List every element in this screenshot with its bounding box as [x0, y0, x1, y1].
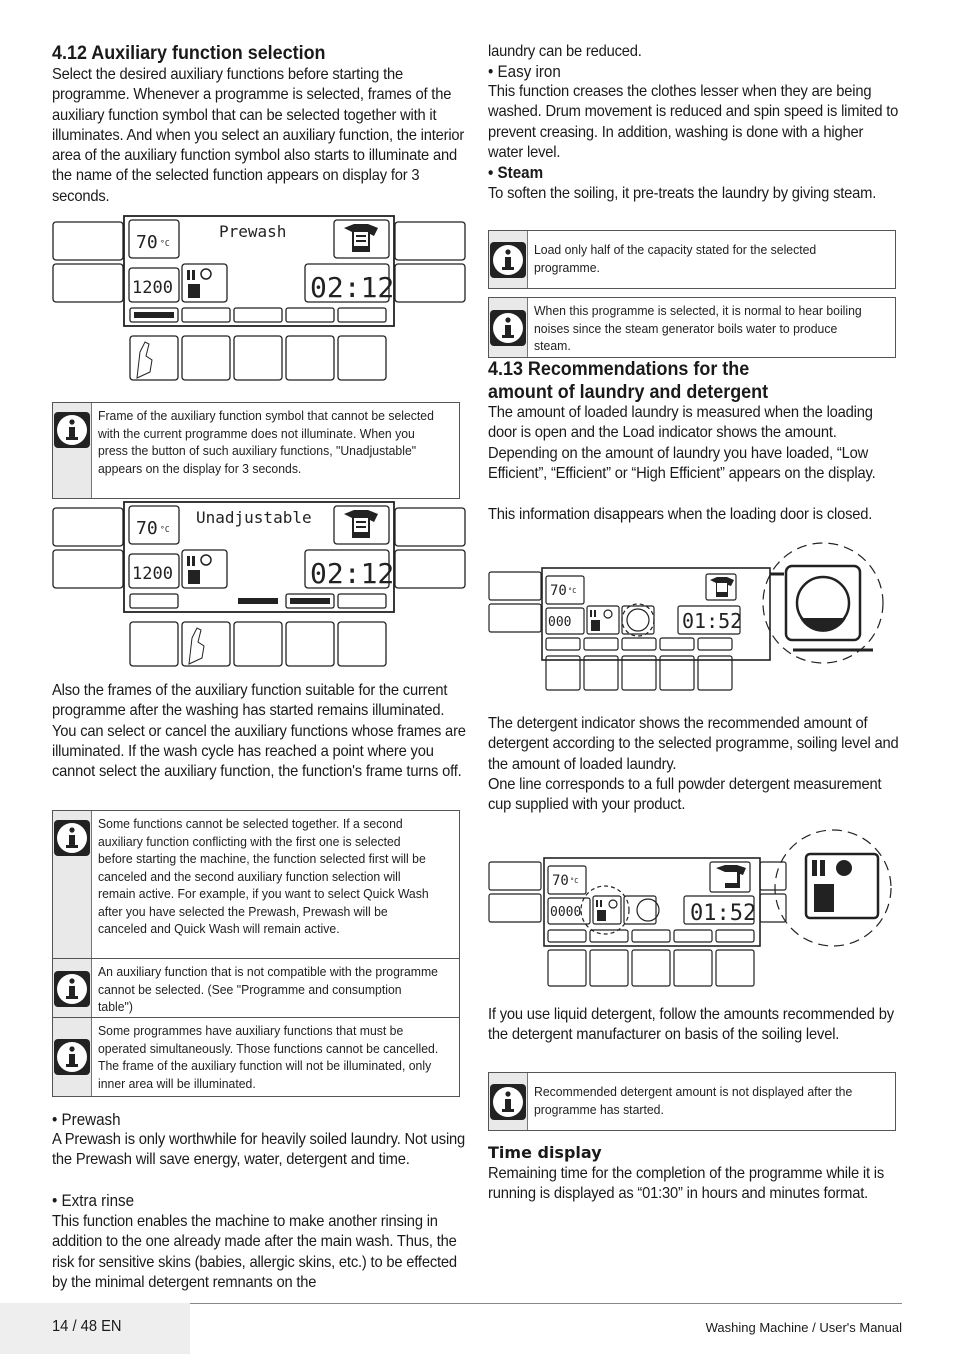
info-note-boiling-noises — [488, 297, 896, 358]
control-panel-diagram-unadjustable — [52, 500, 466, 670]
load-paragraph: The amount of loaded laundry is measured when the loading door is open and the Load indicator shows the amount. Depending on the amount of laundry you have loaded, “Low Efficient”, “Efficient” or “High Efficient” appears on the display. — [488, 404, 876, 482]
section-heading-4-13-line2: amount of laundry and detergent — [488, 381, 769, 403]
footer-divider — [190, 1303, 902, 1304]
shirt-icon — [344, 510, 378, 538]
display-time: 01:52 — [690, 901, 757, 926]
prewash-text: A Prewash is only worthwhile for heavily soiled laundry. Not using the Prewash will save energy, water, detergent and time. — [52, 1131, 466, 1169]
extra-rinse-text: This function enables the machine to make another rinsing in addition to the one already made after the main wash. Thus, the risk for sensitive skins (babies, allergic skins, etc.) to be effected by the minimal detergent remnants on the — [52, 1213, 457, 1291]
info-icon-container — [489, 298, 528, 357]
control-panel-diagram-detergent-indicator — [488, 828, 902, 993]
time-display-text: Remaining time for the completion of the programme while it is running is displayed as “01:30” in hours and minutes format. — [488, 1165, 885, 1203]
info-icon-container — [489, 1073, 528, 1130]
info-note-conflicting-functions — [52, 810, 460, 960]
note-text: Recommended detergent amount is not displayed after the programme has started. — [534, 1084, 853, 1117]
pointing-hand-icon — [137, 342, 152, 378]
info-note-not-compatible — [52, 958, 460, 1019]
display-temp-unit: °C — [570, 877, 579, 885]
display-message: Unadjustable — [196, 508, 312, 527]
display-time: 02:12 — [310, 557, 395, 590]
steam-text: To soften the soiling, it pre-treats the laundry by giving steam. — [488, 185, 877, 202]
drum-load-icon — [800, 618, 846, 632]
info-icon-container — [53, 403, 92, 498]
display-temp-unit: °C — [568, 587, 577, 595]
display-spin: 1200 — [132, 278, 173, 298]
display-temp: 70 — [136, 518, 158, 539]
note-text: Some programmes have auxiliary functions that must be operated simultaneously. Those functions cannot be cancelled. The frame of the auxiliary function will not be illuminated, only inner area will be illuminated. — [98, 1023, 439, 1091]
info-icon-container — [53, 1018, 92, 1096]
detergent-icon — [187, 269, 211, 298]
time-display-title: Time display — [488, 1143, 602, 1162]
info-icon — [53, 819, 91, 857]
info-icon-container — [489, 231, 528, 288]
note-text: When this programme is selected, it is normal to hear boiling noises since the steam generator boils water to produce steam. — [534, 303, 862, 353]
info-icon-container — [53, 959, 92, 1018]
info-note-simultaneous-functions — [52, 1017, 460, 1097]
display-message: Prewash — [219, 222, 287, 241]
control-panel-diagram-prewash — [52, 214, 466, 384]
detergent-icon — [590, 610, 612, 631]
display-time: 02:12 — [310, 271, 395, 304]
display-temp: 70 — [550, 583, 567, 599]
shirt-icon — [710, 577, 734, 597]
shirt-icon — [344, 224, 378, 252]
display-spin: 1200 — [132, 564, 173, 584]
page-number: 14 / 48 EN — [52, 1318, 122, 1335]
easy-iron-text: This function creases the clothes lesser when they are being washed. Drum movement is reduced and spin speed is limited to prevent creasing. In addition, washing is done with a higher water level. — [488, 83, 899, 161]
display-temp-unit: °C — [160, 525, 170, 534]
detergent-cup-paragraph: One line corresponds to a full powder detergent measurement cup supplied with your product. — [488, 776, 882, 814]
paragraph-frames-illuminated: Also the frames of the auxiliary function suitable for the current programme after the washing has started remains illuminated. You can select or cancel the auxiliary functions whose frames are illuminated. If the wash cycle has reached a point where you cannot select the auxiliary function, the function's frame turns off. — [52, 682, 466, 781]
prewash-title: • Prewash — [52, 1111, 121, 1129]
info-icon — [489, 309, 527, 347]
info-icon — [489, 241, 527, 279]
note-text: Some functions cannot be selected together. If a second auxiliary function conflicting with the first one is selected before starting the machine, the function selected first will be canceled and the second auxiliary function selection will remain active. For example, if you want to select Quick Wash after you have selected the Prewash, Prewash will be canceled and Quick Wash will remain active. — [98, 816, 429, 936]
note-text: Load only half of the capacity stated for the selected programme. — [534, 242, 817, 275]
info-icon — [489, 1083, 527, 1121]
display-time: 01:52 — [682, 609, 743, 633]
pointing-hand-icon — [189, 628, 204, 664]
info-icon-container — [53, 811, 92, 959]
info-note-half-capacity — [488, 230, 896, 289]
shirt-icon — [716, 865, 746, 888]
note-text: An auxiliary function that is not compatible with the programme cannot be selected. (See "Programme and consumption table") — [98, 964, 438, 1014]
display-spin: 0000 — [550, 905, 582, 920]
section-heading-4-12: 4.12 Auxiliary function selection — [52, 42, 326, 64]
display-temp-unit: °C — [160, 239, 170, 248]
liquid-detergent-paragraph: If you use liquid detergent, follow the amounts recommended by the detergent manufacturer on basis of the soiling level. — [488, 1006, 894, 1044]
info-icon — [53, 411, 91, 449]
steam-title: • Steam — [488, 164, 544, 182]
control-panel-diagram-load-indicator — [488, 538, 902, 698]
display-temp: 70 — [136, 232, 158, 253]
load-paragraph-door: This information disappears when the loading door is closed. — [488, 506, 873, 523]
info-icon — [53, 970, 91, 1008]
section-heading-4-13-line1: 4.13 Recommendations for the — [488, 358, 750, 380]
section-intro: Select the desired auxiliary functions before starting the programme. Whenever a programme is selected, frames of the auxiliary function symbol that can be selected together with it illuminates. And when you select an auxiliary function, the interior area of the auxiliary function symbol also starts to illuminate and the name of the selected function appears on display for 3 seconds. — [52, 66, 465, 205]
extra-rinse-title: • Extra rinse — [52, 1192, 135, 1210]
info-note-detergent-not-displayed — [488, 1072, 896, 1131]
display-spin: 000 — [548, 615, 572, 630]
manual-title: Washing Machine / User's Manual — [705, 1320, 902, 1335]
easy-iron-title: • Easy iron — [488, 63, 561, 81]
display-temp: 70 — [552, 873, 569, 889]
detergent-paragraph: The detergent indicator shows the recommended amount of detergent according to the selected programme, soiling level and the amount of loaded laundry. — [488, 715, 899, 773]
note-text: Frame of the auxiliary function symbol that cannot be selected with the current programme does not illuminate. When you press the button of such auxiliary functions, "Unadjustable" appears on the display for 3 seconds. — [98, 408, 434, 476]
info-icon — [53, 1038, 91, 1076]
info-note-unadjustable — [52, 402, 460, 499]
extra-rinse-continued: laundry can be reduced. — [488, 43, 642, 60]
detergent-icon — [187, 555, 211, 584]
